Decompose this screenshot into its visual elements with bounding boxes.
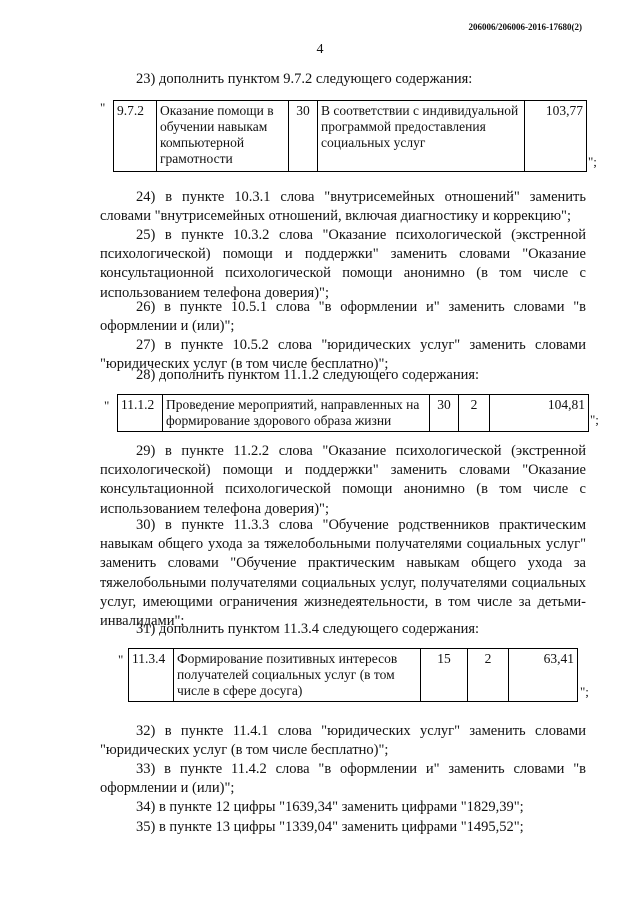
table-row [129, 649, 578, 702]
table-row [118, 395, 589, 432]
paragraph-27: 27) в пункте 10.5.2 слова "юридических услуг" заменить словами "юридических услуг (в том числе бесплатно)"; [100, 337, 586, 373]
paragraph-34: 34) в пункте 12 цифры "1639,34" заменить цифрами "1829,39"; [136, 799, 524, 815]
table-cell-condition: В соответствии с индивидуальной программой предоставления социальных услуг [318, 101, 525, 172]
table-cell-qty: 30 [430, 395, 459, 432]
table1-open-quote: " [100, 100, 106, 115]
table-cell-name: Оказание помощи в обучении навыкам компьютерной грамотности [157, 101, 289, 172]
paragraph-33: 33) в пункте 11.4.2 слова "в оформлении и" заменить словами "в оформлении и (или)"; [100, 761, 586, 797]
table-cell-price: 103,77 [525, 101, 587, 172]
insert-table-9-7-2 [113, 100, 587, 172]
paragraph-26: 26) в пункте 10.5.1 слова "в оформлении и" заменить словами "в оформлении и (или)"; [100, 299, 586, 335]
paragraph-31: 31) дополнить пунктом 11.3.4 следующего содержания: [136, 621, 480, 637]
table3-close-quote: "; [580, 684, 589, 699]
paragraph-24: 24) в пункте 10.3.1 слова "внутрисемейных отношений" заменить словами "внутрисемейных отношений, включая диагностику и коррекцию"; [100, 189, 586, 225]
table-cell-price: 63,41 [509, 649, 578, 702]
table-cell-price: 104,81 [490, 395, 589, 432]
paragraph-35: 35) в пункте 13 цифры "1339,04" заменить цифрами "1495,52"; [136, 819, 524, 835]
table3-open-quote: " [118, 652, 124, 667]
table-cell-code: 11.1.2 [118, 395, 163, 432]
table2-close-quote: "; [590, 412, 599, 427]
table-cell-num: 2 [468, 649, 509, 702]
table-cell-name: Формирование позитивных интересов получателей социальных услуг (в том числе в сфере досуга) [174, 649, 421, 702]
table-cell-qty: 15 [421, 649, 468, 702]
table-row [114, 101, 587, 172]
insert-table-11-3-4 [128, 648, 578, 702]
paragraph-29: 29) в пункте 11.2.2 слова "Оказание психологической (экстренной психологической) помощи и поддержки" заменить словами "Оказание консультационной психологической помощи анонимно (в том числе с использованием телефона доверия)"; [100, 443, 586, 517]
paragraph-23: 23) дополнить пунктом 9.7.2 следующего содержания: [136, 71, 473, 87]
table1-close-quote: "; [588, 154, 597, 169]
paragraph-32: 32) в пункте 11.4.1 слова "юридических услуг" заменить словами "юридических услуг (в том числе бесплатно)"; [100, 723, 586, 759]
table2-open-quote: " [104, 398, 110, 413]
paragraph-30: 30) в пункте 11.3.3 слова "Обучение родственников практическим навыкам общего ухода за тяжелобольными получателями социальных услуг" заменить словами "Обучение практическим навыкам общего ухода за тяжелобольными получателями социальных услуг, получателями социальных услуг, имеющими ограничения жизнедеятельности, в том числе за детьми-инвалидами"; [100, 517, 586, 630]
table-cell-code: 9.7.2 [114, 101, 157, 172]
document-id: 206006/206006-2016-17680(2) [468, 22, 582, 32]
paragraph-25: 25) в пункте 10.3.2 слова "Оказание психологической (экстренной психологической) помощи и поддержки" заменить словами "Оказание консультационной психологической помощи анонимно (в том числе с использованием телефона доверия)"; [100, 227, 586, 301]
table-cell-num: 2 [459, 395, 490, 432]
table-cell-qty: 30 [289, 101, 318, 172]
page-number: 4 [316, 42, 324, 57]
table-cell-code: 11.3.4 [129, 649, 174, 702]
table-cell-name: Проведение мероприятий, направленных на формирование здорового образа жизни [163, 395, 430, 432]
insert-table-11-1-2 [117, 394, 589, 432]
paragraph-28: 28) дополнить пунктом 11.1.2 следующего содержания: [136, 367, 480, 383]
